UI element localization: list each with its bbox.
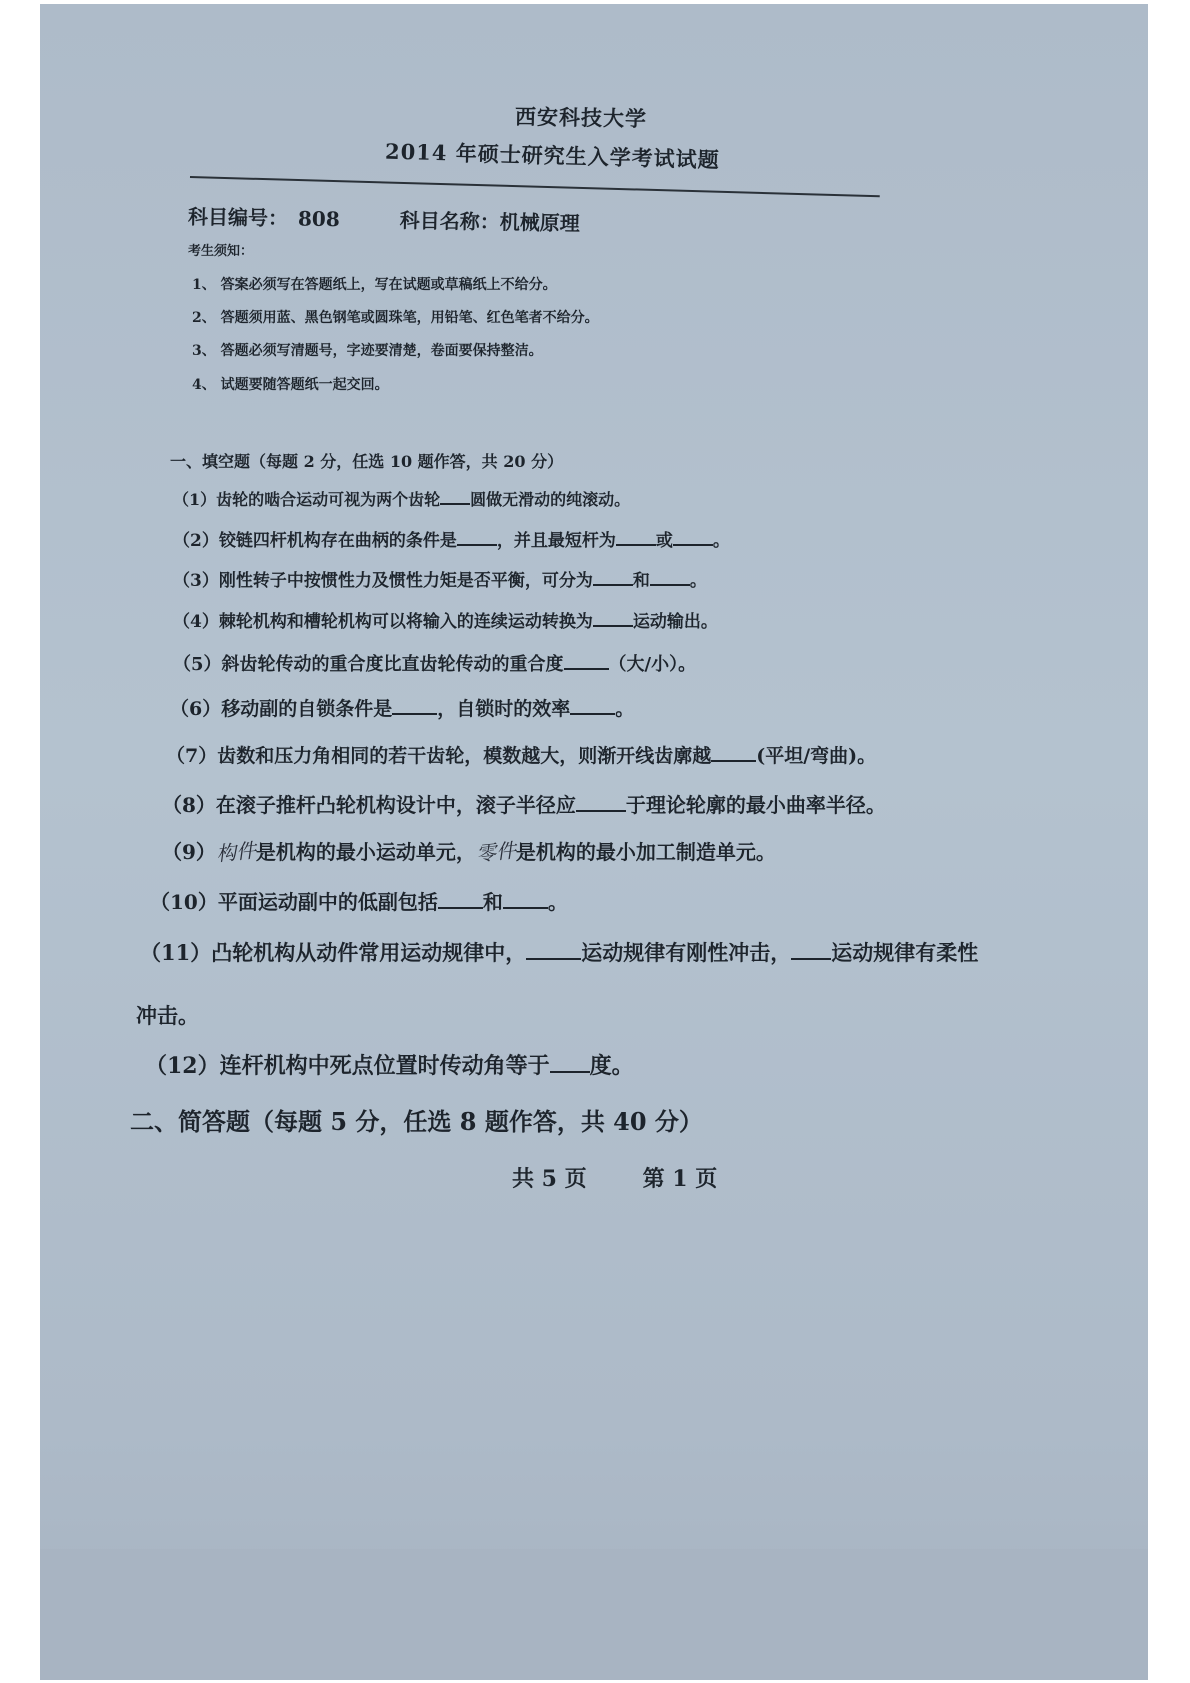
subject-name-label: 科目名称： [399,208,500,235]
answer-blank [440,487,470,505]
question-1 [173,487,630,510]
question-text: ，自锁时的效率 [437,698,571,720]
question-text: 。 [547,890,568,914]
question-text: （7）齿数和压力角相同的若干齿轮，模数越大，则渐开线齿廓越 [166,745,712,767]
exam-title: 2014 年硕士研究生入学考试试题 [384,138,721,173]
question-8 [162,789,886,818]
question-text: （大/小）。 [608,654,697,675]
handwritten-answer: 零件 [474,837,518,867]
question-2 [173,526,730,551]
question-text: 和 [482,890,503,914]
question-text: 。 [712,531,730,551]
question-3 [173,566,707,591]
question-text: （5）斜齿轮传动的重合度比直齿轮传动的重合度 [173,654,564,675]
question-text: 或 [655,531,673,551]
answer-blank [392,694,437,715]
notice-title: 考生须知： [188,244,254,259]
question-text: 和 [632,571,650,591]
question-text: 。 [615,698,635,720]
question-text: 于理论轮廓的最小曲率半径。 [625,793,886,817]
answer-blank [616,527,656,546]
question-text: 运动规律有刚性冲击， [581,940,792,965]
answer-blank [438,887,483,909]
answer-blank [564,650,609,670]
section-1-title: 一、填空题（每题 2 分，任选 10 题作答，共 20 分） [170,452,564,471]
question-4 [173,607,718,632]
subject-line [188,201,580,237]
question-7 [166,741,876,768]
question-text: （9） [162,840,216,864]
notice-item: 4、 试题要随答题纸一起交回。 [192,377,389,393]
exam-sheet [40,4,1148,1549]
answer-blank [576,790,626,812]
question-11-continued: 冲击。 [136,1003,199,1028]
answer-blank [570,694,615,715]
question-9 [162,836,776,865]
question-text: (平坦/弯曲)。 [756,745,877,767]
photo-bottom-edge [40,1549,1148,1680]
question-text: ，并且最短杆为 [496,531,616,551]
answer-blank [503,887,548,909]
question-text: （6）移动副的自锁条件是 [170,698,393,720]
answer-blank [673,527,713,546]
notice-item: 2、 答题须用蓝、黑色钢笔或圆珠笔，用铅笔、红色笔者不给分。 [192,310,599,326]
question-text: 运动输出。 [632,612,718,632]
question-text: 运动规律有柔性 [831,940,979,965]
answer-blank [593,567,633,586]
answer-blank [526,937,581,960]
page-total: 共 5 页 [512,1166,587,1192]
answer-blank [711,741,756,762]
university-name: 西安科技大学 [514,103,648,132]
question-text: 是机构的最小运动单元， [255,840,476,864]
question-5 [173,650,696,676]
question-11 [140,937,978,967]
answer-blank [457,527,497,546]
question-text: （4）棘轮机构和槽轮机构可以将输入的连续运动转换为 [173,612,593,632]
question-12 [145,1049,634,1080]
subject-code-label: 科目编号： [187,204,289,231]
handwritten-answer: 构件 [214,837,258,867]
document-photo [40,4,1148,1680]
question-6 [170,694,634,721]
page-current: 第 1 页 [642,1166,718,1192]
page-footer [512,1162,717,1193]
notice-item: 3、 答题必须写清题号，字迹要清楚，卷面要保持整洁。 [192,343,543,359]
question-text: （10）平面运动副中的低副包括 [150,890,438,914]
question-text: （2）铰链四杆机构存在曲柄的条件是 [173,531,457,551]
question-text: （3）刚性转子中按惯性力及惯性力矩是否平衡，可分为 [173,571,593,591]
notice-item: 1、 答案必须写在答题纸上，写在试题或草稿纸上不给分。 [192,277,557,293]
question-text: 度。 [589,1053,634,1079]
section-2-title: 二、简答题（每题 5 分，任选 8 题作答，共 40 分） [130,1107,703,1136]
question-text: 圆做无滑动的纯滚动。 [470,490,631,509]
question-10 [150,886,568,915]
answer-blank [550,1049,590,1073]
question-text: 。 [689,571,707,591]
question-text: （11）凸轮机构从动件常用运动规律中， [140,940,527,965]
header-divider [190,176,880,197]
question-text: （1）齿轮的啮合运动可视为两个齿轮 [173,490,441,509]
question-text: 是机构的最小加工制造单元。 [515,840,776,864]
answer-blank [593,608,633,627]
subject-name-value: 机械原理 [499,210,580,236]
answer-blank [650,567,690,586]
question-text: （8）在滚子推杆凸轮机构设计中，滚子半径应 [162,793,576,817]
question-text: （12）连杆机构中死点位置时传动角等于 [145,1053,550,1079]
answer-blank [791,937,831,960]
subject-code-value: 808 [297,206,340,232]
